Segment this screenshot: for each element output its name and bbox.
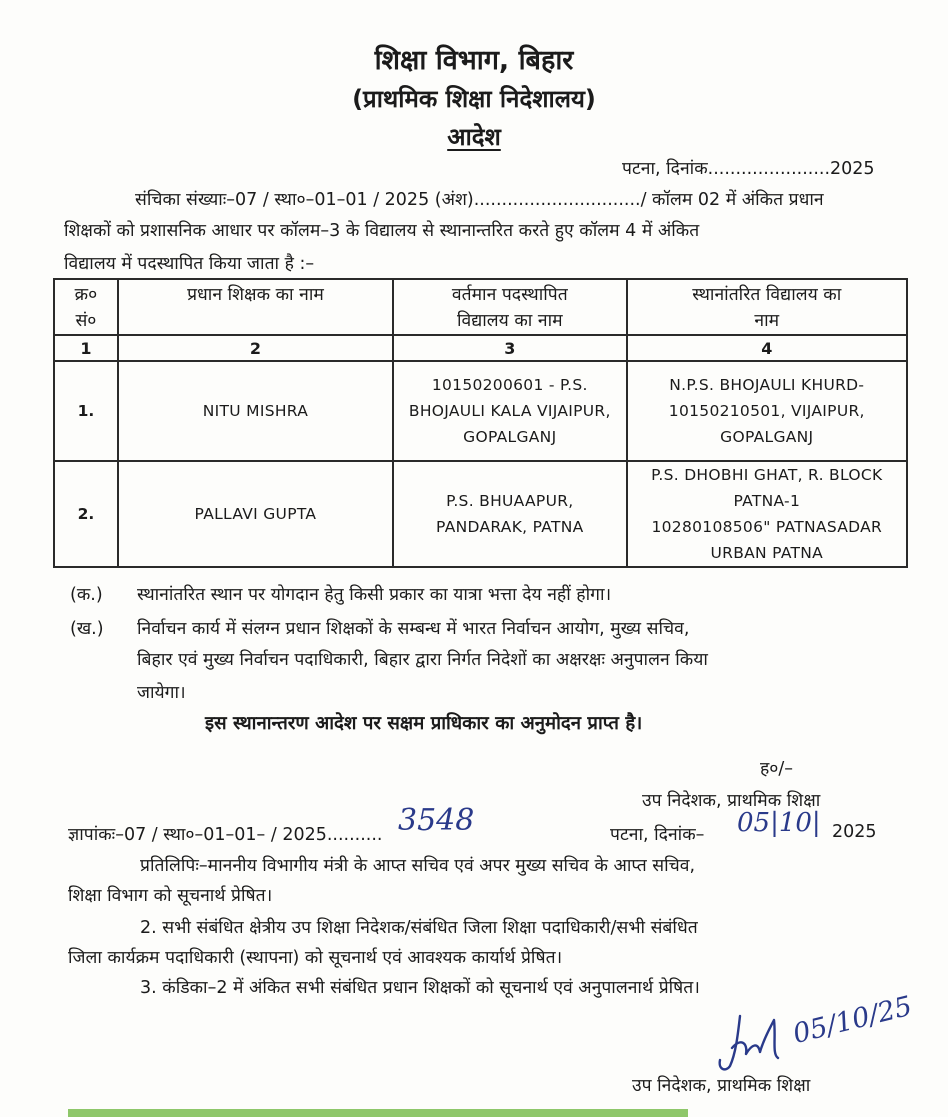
header-sn: क्र० सं०: [54, 279, 118, 335]
table-header-row: [54, 279, 907, 335]
signatory-designation: उप निदेशक, प्राथमिक शिक्षा: [642, 791, 821, 811]
approval-statement: इस स्थानान्तरण आदेश पर सक्षम प्राधिकार का अनुमोदन प्राप्त है।: [205, 713, 643, 734]
memo-date-prefix: पटना, दिनांक–: [610, 825, 705, 845]
row-current-school: P.S. BHUAAPUR, PANDARAK, PATNA: [393, 461, 627, 567]
row-teacher-name: PALLAVI GUPTA: [118, 461, 393, 567]
row-teacher-name: NITU MISHRA: [118, 361, 393, 461]
condition-b-marker: (ख.): [70, 619, 104, 639]
condition-b-line-2: बिहार एवं मुख्य निर्वाचन पदाधिकारी, बिहार द्वारा निर्गत निदेशों का अक्षरक्षः अनुपालन किया: [137, 650, 708, 670]
bottom-green-strip: [68, 1109, 688, 1117]
column-number: 3: [393, 335, 627, 361]
intro-line-3: विद्यालय में पदस्थापित किया जाता है :–: [64, 254, 315, 274]
order-title: आदेश: [447, 123, 501, 151]
row-sn: 1.: [54, 361, 118, 461]
department-title: शिक्षा विभाग, बिहार: [374, 45, 574, 76]
header-current-school: वर्तमान पदस्थापित विद्यालय का नाम: [393, 279, 627, 335]
condition-b-line-1: निर्वाचन कार्य में संलग्न प्रधान शिक्षकों के सम्बन्ध में भारत निर्वाचन आयोग, मुख्य सचिव,: [137, 619, 690, 639]
handwritten-date: 05/10/25: [790, 990, 916, 1051]
directorate-title: (प्राथमिक शिक्षा निदेशालय): [352, 85, 596, 113]
row-sn: 2.: [54, 461, 118, 567]
header-transfer-school: स्थानांतरित विद्यालय का नाम: [627, 279, 907, 335]
copy-1-line-1: प्रतिलिपिः–माननीय विभागीय मंत्री के आप्त सचिव एवं अपर मुख्य सचिव के आप्त सचिव,: [140, 856, 696, 876]
memo-number-prefix: ज्ञापांकः–07 / स्था०–01–01– / 2025..........: [68, 825, 383, 845]
transfer-table: [53, 278, 908, 568]
date-line: पटना, दिनांक......................2025: [622, 159, 875, 179]
row-current-school: 10150200601 - P.S. BHOJAULI KALA VIJAIPUR, GOPALGANJ: [393, 361, 627, 461]
intro-line-2: शिक्षकों को प्रशासनिक आधार पर कॉलम–3 के विद्यालय से स्थानान्तरित करते हुए कॉलम 4 में अंकित: [64, 221, 700, 241]
copy-2-line-2: जिला कार्यक्रम पदाधिकारी (स्थापना) को सूचनार्थ एवं आवश्यक कार्यार्थ प्रेषित।: [68, 948, 563, 968]
row-transfer-school: P.S. DHOBHI GHAT, R. BLOCK PATNA-1 10280108506" PATNASADAR URBAN PATNA: [627, 461, 907, 567]
condition-a-text: स्थानांतरित स्थान पर योगदान हेतु किसी प्रकार का यात्रा भत्ता देय नहीं होगा।: [137, 585, 612, 605]
header-name: प्रधान शिक्षक का नाम: [118, 279, 393, 335]
column-number: 2: [118, 335, 393, 361]
copy-1-line-2: शिक्षा विभाग को सूचनार्थ प्रेषित।: [68, 886, 273, 906]
memo-number-handwritten: 3548: [398, 803, 475, 838]
intro-line-1: संचिका संख्याः–07 / स्था०–01–01 / 2025 (अंश)............................../ कॉलम 02 में अंकित प्रधान: [135, 190, 824, 210]
row-transfer-school: N.P.S. BHOJAULI KHURD- 10150210501, VIJAIPUR, GOPALGANJ: [627, 361, 907, 461]
column-number: 4: [627, 335, 907, 361]
final-designation: उप निदेशक, प्राथमिक शिक्षा: [632, 1076, 811, 1096]
table-row: [54, 461, 907, 567]
column-number: 1: [54, 335, 118, 361]
table-row: [54, 361, 907, 461]
copy-3: 3. कंडिका–2 में अंकित सभी संबंधित प्रधान शिक्षकों को सूचनार्थ एवं अनुपालनार्थ प्रेषित।: [140, 978, 700, 998]
condition-b-line-3: जायेगा।: [137, 683, 186, 703]
signed-mark: ह०/–: [760, 759, 794, 779]
memo-date-handwritten: 05|10|: [737, 808, 821, 838]
copy-2-line-1: 2. सभी संबंधित क्षेत्रीय उप शिक्षा निदेशक/संबंधित जिला शिक्षा पदाधिकारी/सभी संबंधित: [140, 918, 698, 938]
column-number-row: [54, 335, 907, 361]
memo-date-year: 2025: [832, 822, 877, 842]
condition-a-marker: (क.): [70, 585, 103, 605]
